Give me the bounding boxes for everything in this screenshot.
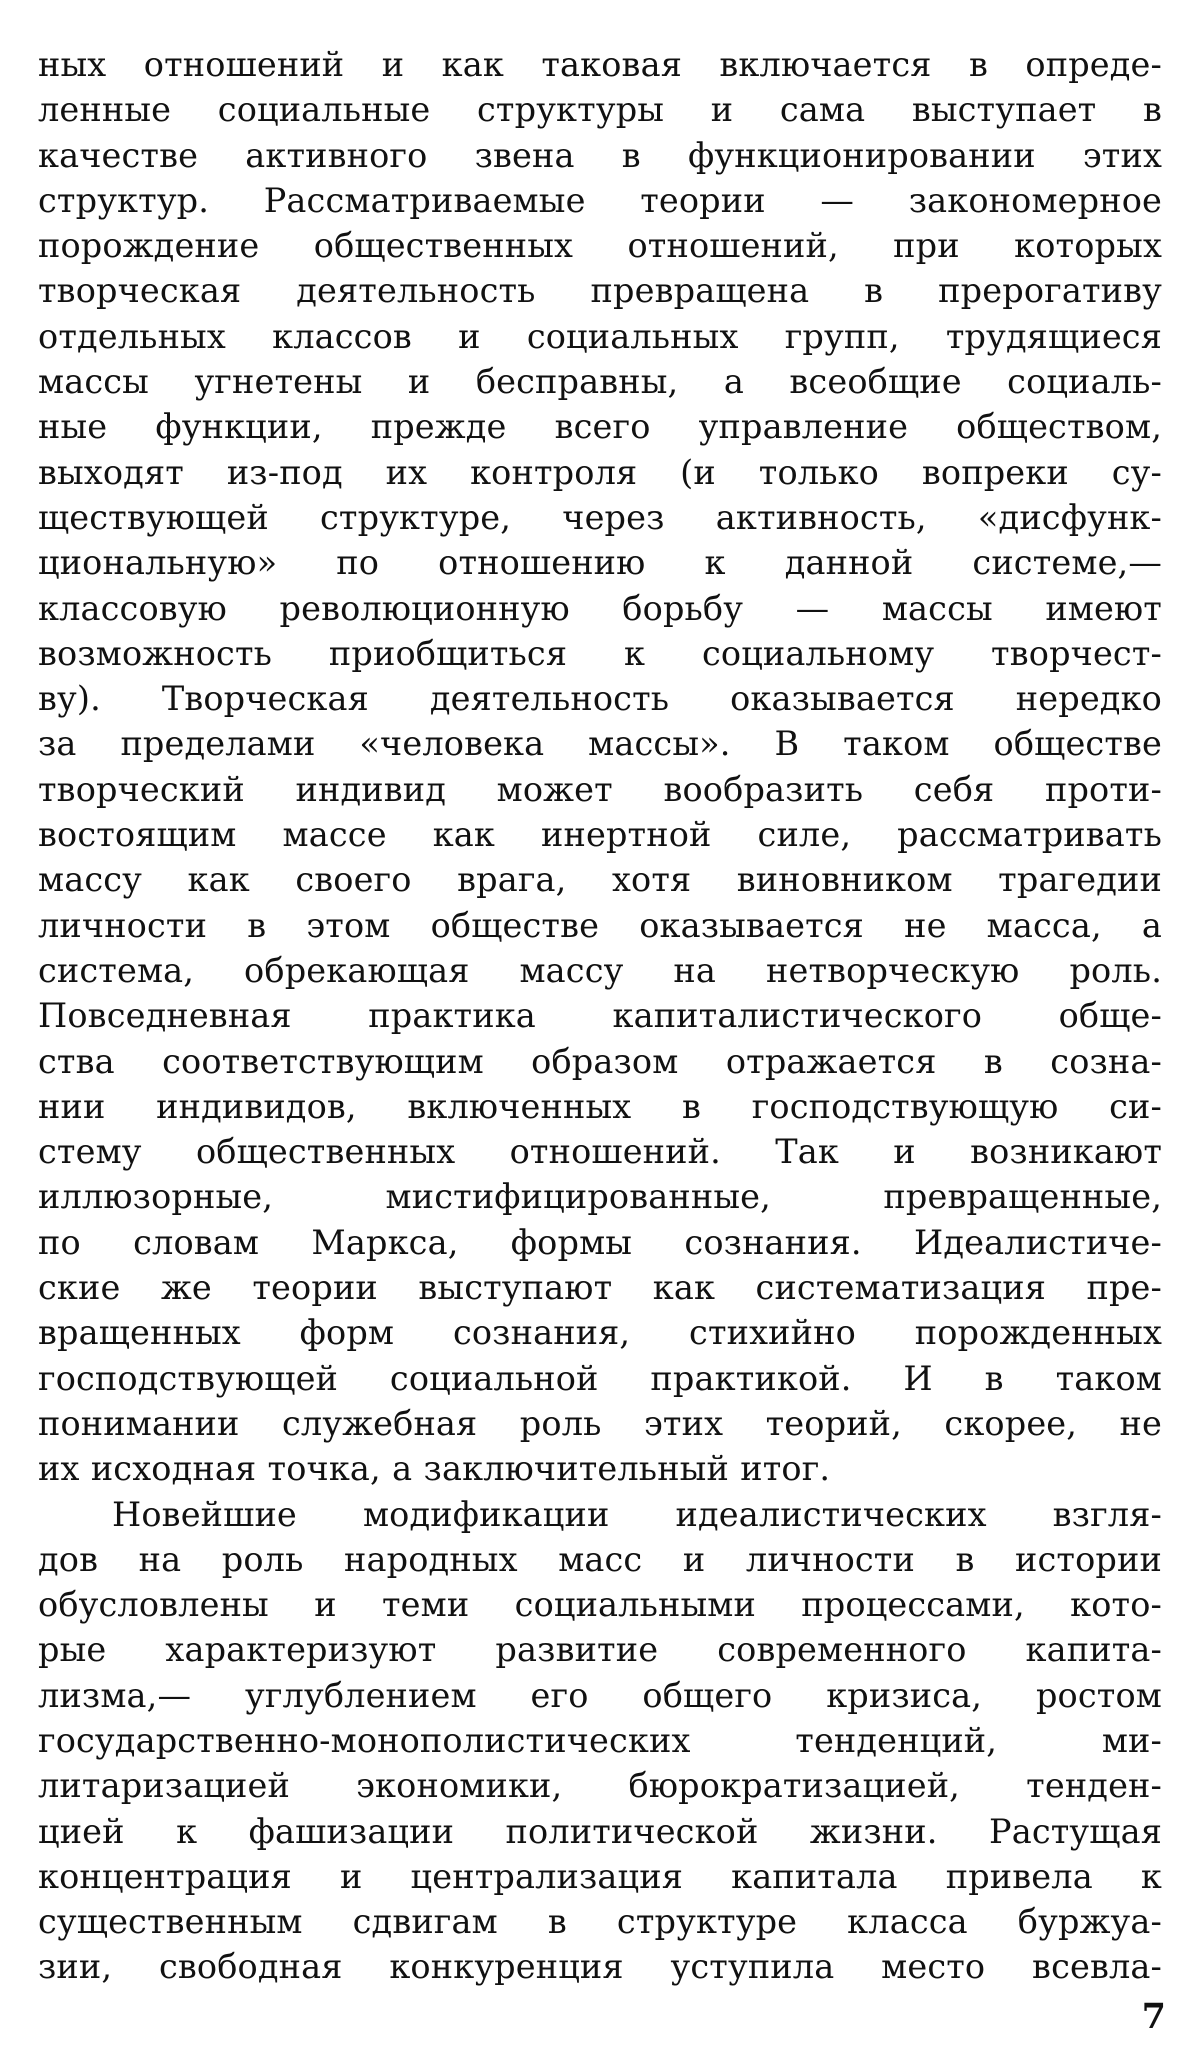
text-line: нии индивидов, включенных в господствующую си- xyxy=(38,1086,1162,1126)
text-line: ства соответствующим образом отражается в созна- xyxy=(38,1041,1162,1081)
text-line: дов на роль народных масс и личности в истории xyxy=(38,1539,1162,1579)
text-line: система, обрекающая массу на нетворческую роль. xyxy=(38,950,1162,990)
text-line: по словам Маркса, формы сознания. Идеалистиче- xyxy=(38,1222,1162,1262)
document-page xyxy=(38,42,1162,1990)
text-line: зии, свободная конкуренция уступила место всевла- xyxy=(38,1947,1162,1987)
text-line: массу как своего врага, хотя виновником трагедии xyxy=(38,860,1162,900)
text-line: творческий индивид может вообразить себя проти- xyxy=(38,769,1162,809)
text-line: творческая деятельность превращена в прерогативу xyxy=(38,271,1162,311)
text-line: качестве активного звена в функционировании этих xyxy=(38,135,1162,175)
text-line: иллюзорные, мистифицированные, превращенные, xyxy=(38,1177,1162,1217)
text-line: ществующей структуре, через активность, «дисфунк- xyxy=(38,497,1162,537)
text-line: лизма,— углублением его общего кризиса, ростом xyxy=(38,1675,1162,1715)
text-line: ленные социальные структуры и сама выступает в xyxy=(38,90,1162,130)
text-line: возможность приобщиться к социальному творчест- xyxy=(38,633,1162,673)
text-line: Повседневная практика капиталистического обще- xyxy=(38,996,1162,1036)
text-line: цией к фашизации политической жизни. Растущая xyxy=(38,1811,1162,1851)
text-line: за пределами «человека массы». В таком обществе xyxy=(38,724,1162,764)
page-number: 7 xyxy=(1141,1996,1166,2037)
text-line: концентрация и централизация капитала привела к xyxy=(38,1856,1162,1896)
text-line: их исходная точка, а заключительный итог. xyxy=(38,1449,831,1489)
text-line: ные функции, прежде всего управление обществом, xyxy=(38,407,1162,447)
text-line: существенным сдвигам в структуре класса буржуа- xyxy=(38,1902,1162,1942)
text-line: обусловлены и теми социальными процессами, кото- xyxy=(38,1585,1162,1625)
text-line: отдельных классов и социальных групп, трудящиеся xyxy=(38,316,1162,356)
paragraph-2 xyxy=(38,1492,1162,1990)
text-line: массы угнетены и бесправны, а всеобщие социаль- xyxy=(38,362,1162,402)
text-line: рые характеризуют развитие современного капита- xyxy=(38,1630,1162,1670)
text-line: личности в этом обществе оказывается не масса, а xyxy=(38,905,1162,945)
text-line: структур. Рассматриваемые теории — закономерное xyxy=(38,180,1162,220)
text-line: выходят из-под их контроля (и только вопреки су- xyxy=(38,452,1162,492)
text-line: классовую революционную борьбу — массы имеют xyxy=(38,588,1162,628)
text-line: циональную» по отношению к данной системе,— xyxy=(38,543,1162,583)
text-line: Новейшие модификации идеалистических взгля- xyxy=(112,1494,1162,1534)
paragraph-1 xyxy=(38,42,1162,1492)
text-line: господствующей социальной практикой. И в таком xyxy=(38,1358,1162,1398)
text-line: литаризацией экономики, бюрократизацией, тенден- xyxy=(38,1766,1162,1806)
text-line: государственно-монополистических тенденций, ми- xyxy=(38,1720,1162,1760)
text-line: стему общественных отношений. Так и возникают xyxy=(38,1132,1162,1172)
text-line: ские же теории выступают как систематизация пре- xyxy=(38,1268,1162,1308)
text-line: понимании служебная роль этих теорий, скорее, не xyxy=(38,1403,1162,1443)
text-line: ву). Творческая деятельность оказывается нередко xyxy=(38,679,1162,719)
text-line: вращенных форм сознания, стихийно порожденных xyxy=(38,1313,1162,1353)
text-line: ных отношений и как таковая включается в опреде- xyxy=(38,45,1162,84)
text-line: порождение общественных отношений, при которых xyxy=(38,226,1162,266)
text-line: востоящим массе как инертной силе, рассматривать xyxy=(38,815,1162,855)
